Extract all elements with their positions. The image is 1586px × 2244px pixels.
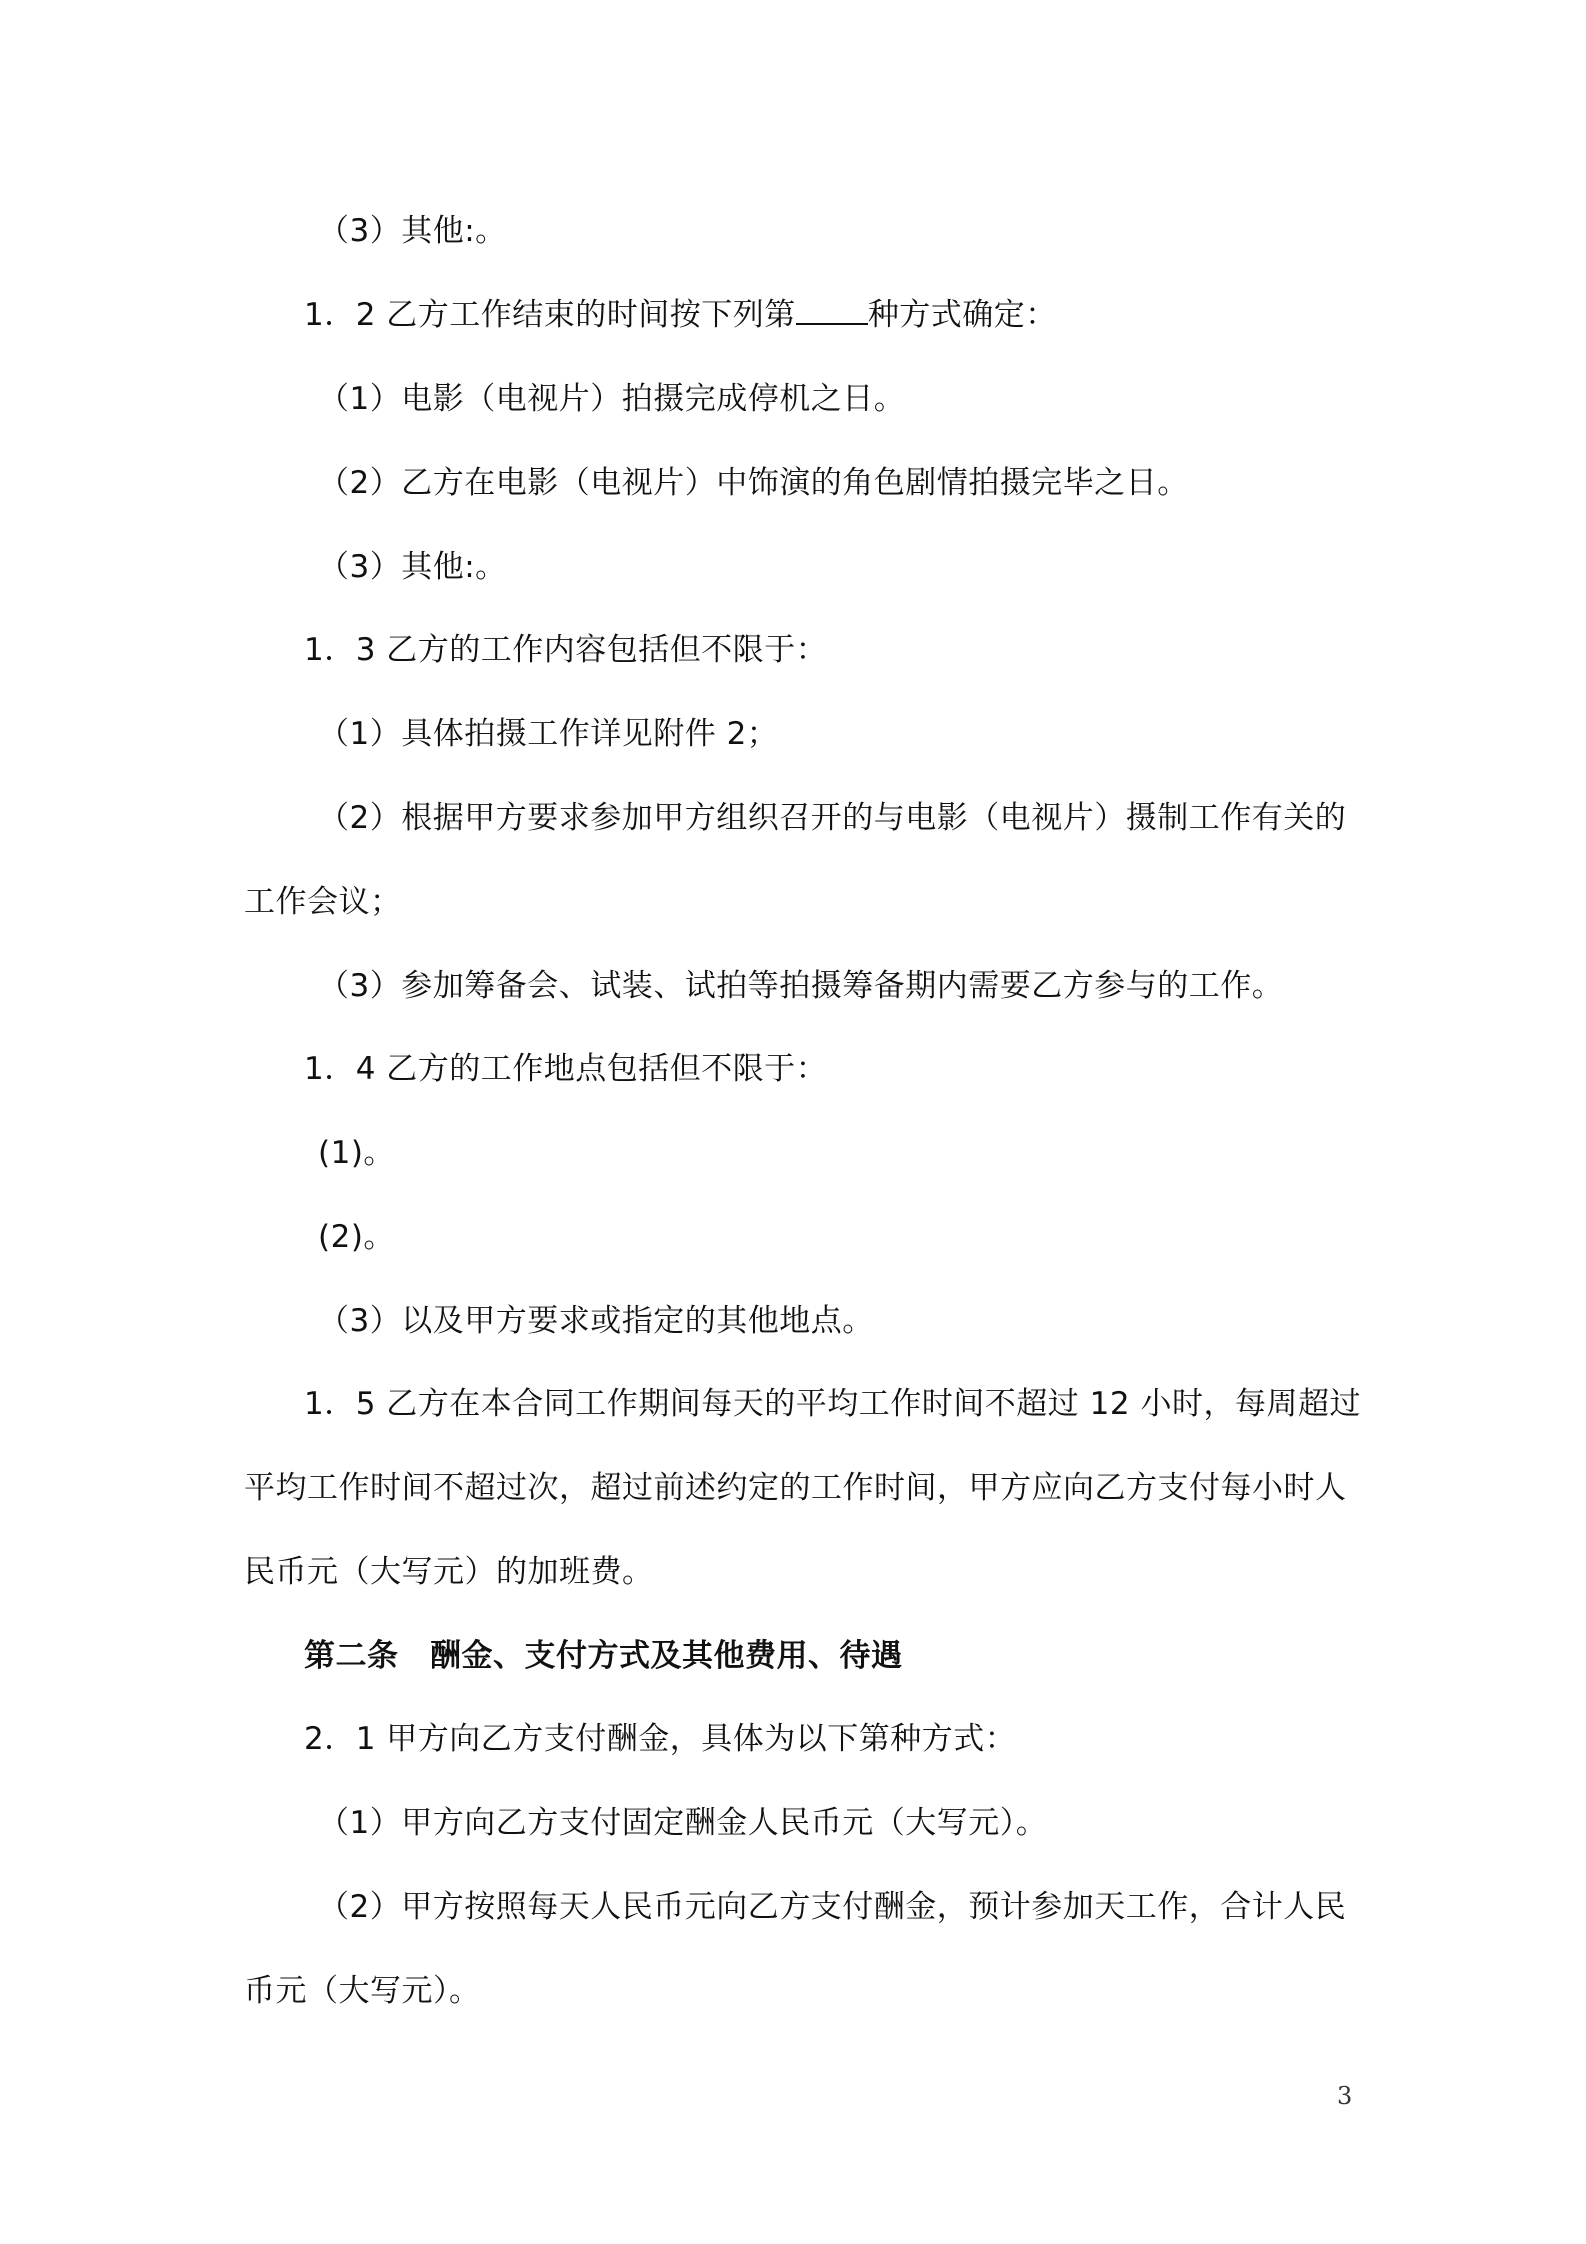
clause-1-3-item-2-continued: 工作会议； xyxy=(244,884,402,920)
clause-1-3-item-1: （1）具体拍摄工作详见附件 2； xyxy=(318,716,779,752)
clause-1-2-option-3: （3）其他:。 xyxy=(318,549,507,585)
clause-1-3-item-2: （2）根据甲方要求参加甲方组织召开的与电影（电视片）摄制工作有关的 xyxy=(318,800,1347,836)
clause-1-2-option-1: （1）电影（电视片）拍摄完成停机之日。 xyxy=(318,381,906,417)
clause-1-5-continued-2: 民币元（大写元）的加班费。 xyxy=(244,1554,654,1590)
clause-1-4-item-2: (2)。 xyxy=(318,1219,395,1255)
clause-1-3-item-3: （3）参加筹备会、试装、试拍等拍摄筹备期内需要乙方参与的工作。 xyxy=(318,968,1284,1004)
clause-1-2 xyxy=(304,294,1057,336)
clause-1-4: 1．4 乙方的工作地点包括但不限于： xyxy=(304,1051,828,1087)
clause-1-5-continued-1: 平均工作时间不超过次，超过前述约定的工作时间，甲方应向乙方支付每小时人 xyxy=(244,1470,1347,1506)
fill-in-blank[interactable] xyxy=(796,323,868,325)
clause-1-1-option-3: （3）其他:。 xyxy=(318,213,507,249)
clause-1-2-option-2: （2）乙方在电影（电视片）中饰演的角色剧情拍摄完毕之日。 xyxy=(318,465,1189,501)
clause-1-2-text-after-blank: 种方式确定： xyxy=(867,297,1057,333)
clause-1-4-item-1: (1)。 xyxy=(318,1135,395,1171)
clause-1-2-text-before-blank: 1．2 乙方工作结束的时间按下列第 xyxy=(304,297,796,333)
article-2-heading: 第二条 酬金、支付方式及其他费用、待遇 xyxy=(304,1638,903,1674)
clause-2-1-option-2: （2）甲方按照每天人民币元向乙方支付酬金，预计参加天工作，合计人民 xyxy=(318,1889,1347,1925)
clause-1-5: 1．5 乙方在本合同工作期间每天的平均工作时间不超过 12 小时，每周超过 xyxy=(304,1386,1361,1422)
clause-2-1-option-2-continued: 币元（大写元）。 xyxy=(244,1973,481,2009)
clause-2-1: 2．1 甲方向乙方支付酬金，具体为以下第种方式： xyxy=(304,1721,1017,1757)
clause-1-4-item-3: （3）以及甲方要求或指定的其他地点。 xyxy=(318,1303,874,1339)
clause-1-3: 1．3 乙方的工作内容包括但不限于： xyxy=(304,632,828,668)
clause-2-1-option-1: （1）甲方向乙方支付固定酬金人民币元（大写元）。 xyxy=(318,1805,1048,1841)
page-number: 3 xyxy=(1337,2082,1353,2110)
